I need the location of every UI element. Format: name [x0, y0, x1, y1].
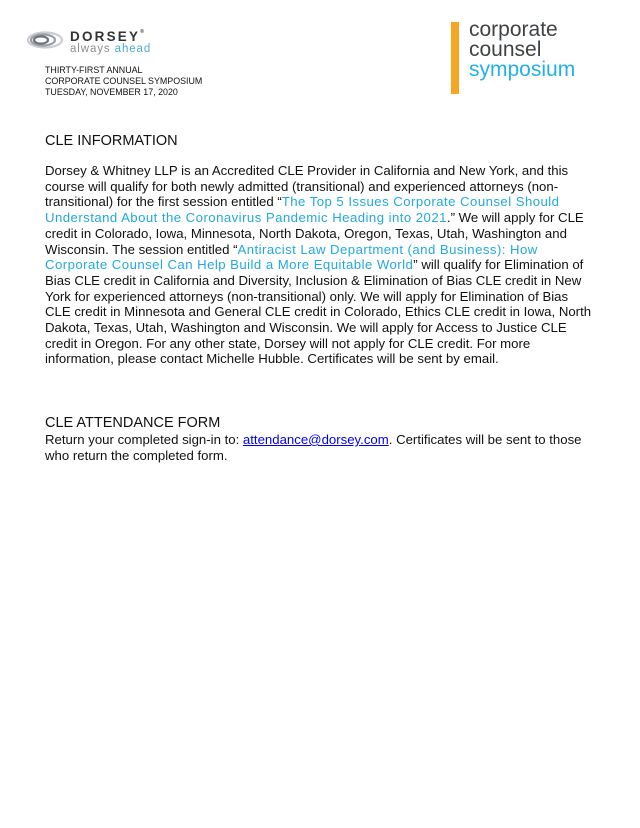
session-2-title: Antiracist Law Department (and Business): How Corporate Counsel Can Help Build a More Equitable World [45, 241, 538, 273]
attendance-email-link[interactable]: attendance@dorsey.com [242, 432, 389, 447]
header-line-3: TUESDAY, NOVEMBER 17, 2020 [45, 87, 178, 97]
tagline: always ahead [70, 43, 152, 55]
dorsey-wordmark: DORSEY® [70, 29, 144, 44]
header-line-1: THIRTY-FIRST ANNUAL [45, 65, 143, 75]
cle-attendance-title: CLE ATTENDANCE FORM [45, 415, 221, 431]
cle-information-paragraph: Dorsey & Whitney LLP is an Accredited CLE Provider in California and New York, and this course will qualify for both newly admitted (transitional) and experienced attorneys (non-transitional) for the first session entitled “The Top 5 Issues Corporate Counsel Should Understand About the Coronavirus Pandemic Heading into 2021.” We will apply for CLE credit in Colorado, Iowa, Minnesota, North Dakota, Oregon, Texas, Utah, Washington and Wisconsin. The session entitled “Antiracist Law Department (and Business): How Corporate Counsel Can Help Build a More Equitable World” will qualify for Elimination of Bias CLE credit in California and Diversity, Inclusion & Elimination of Bias CLE credit in New York for experienced attorneys (non-transitional) only. We will apply for Elimination of Bias CLE credit in Minnesota and General CLE credit in Colorado, Ethics CLE credit in Iowa, North Dakota, Texas, Utah, Washington and Wisconsin. We will apply for Access to Justice CLE credit in Oregon. For any other state, Dorsey will not apply for CLE credit. For more information, please contact Michelle Hubble. Certificates will be sent by email. [45, 163, 592, 367]
cle-information-title: CLE INFORMATION [45, 133, 178, 149]
session-1-title: The Top 5 Issues Corporate Counsel Should Understand About the Coronavirus Pandemic Heading into 2021 [45, 194, 560, 226]
event-header [45, 65, 202, 98]
symposium-wordmark: corporate counsel symposium [469, 18, 576, 81]
attendance-paragraph: Return your completed sign-in to: attendance@dorsey.com. Certificates will be sent to those who return the completed form. [45, 432, 582, 463]
header-line-2: CORPORATE COUNSEL SYMPOSIUM [45, 76, 203, 86]
logo-accent-bar [451, 22, 459, 94]
dorsey-logo [26, 27, 176, 59]
dorsey-ring-icon [26, 30, 66, 50]
